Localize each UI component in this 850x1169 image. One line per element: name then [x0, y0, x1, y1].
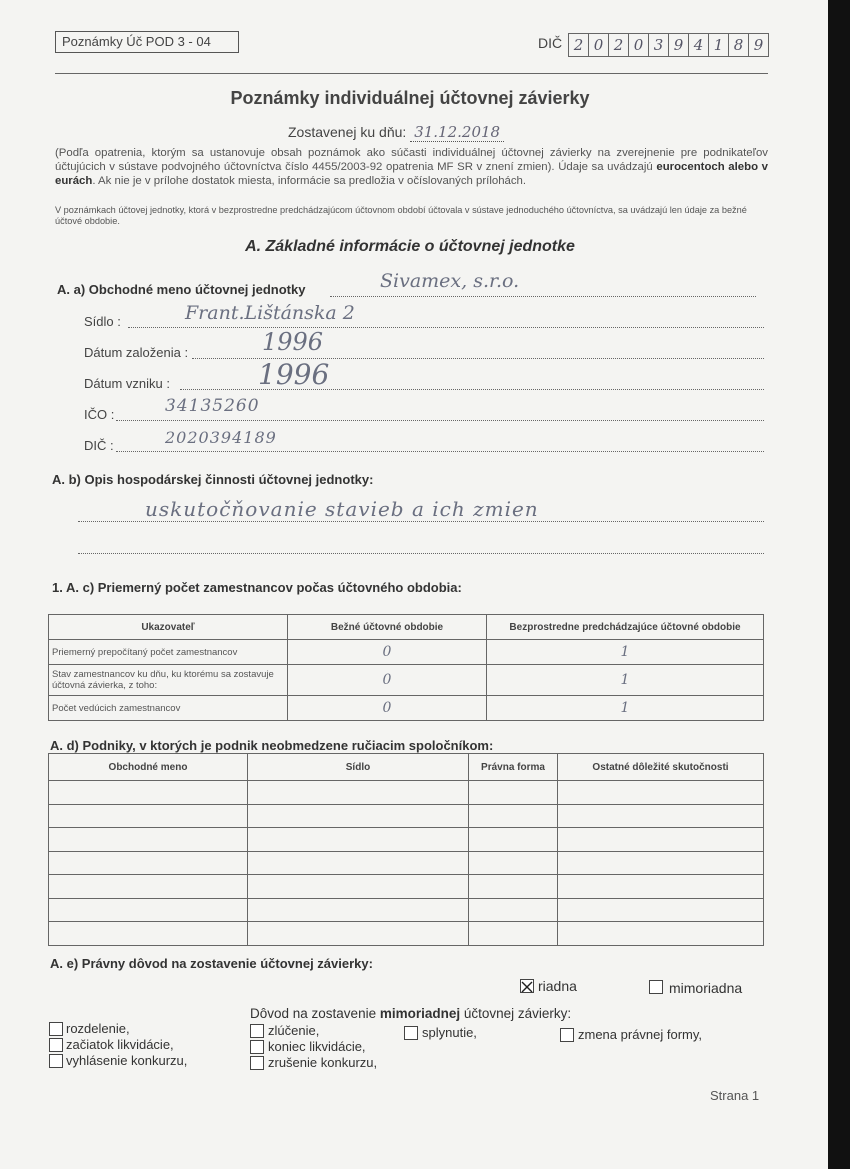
dic-digit: 3: [649, 34, 669, 56]
ac-label: 1. A. c) Priemerný počet zamestnancov počas účtovného obdobia:: [52, 580, 462, 595]
col-legal-form: Právna forma: [469, 754, 558, 781]
dic-digit: 8: [729, 34, 749, 56]
table-row[interactable]: [49, 898, 764, 922]
dic-label: DIČ :: [84, 438, 114, 453]
check-cross-icon: [521, 981, 533, 993]
ab-dotline-2: [78, 553, 764, 554]
aa-dotline: [330, 296, 756, 297]
sidlo-value[interactable]: Frant.Lištánska 2: [185, 302, 355, 324]
rozdelenie-checkbox[interactable]: [49, 1022, 63, 1036]
page-number: Strana 1: [710, 1088, 760, 1103]
dic-digit: 0: [629, 34, 649, 56]
row-previous[interactable]: 1: [487, 640, 764, 665]
ico-value[interactable]: 34135260: [165, 396, 260, 416]
col-seat: Sídlo: [248, 754, 469, 781]
dic-digit: 4: [689, 34, 709, 56]
col-indicator: Ukazovateľ: [49, 615, 288, 640]
employees-table: [48, 614, 764, 721]
intro-part-2: . Ak nie je v prílohe dostatok miesta, informácie sa predložia v očíslovaných prílohách.: [92, 175, 527, 187]
compiled-date: [288, 123, 504, 141]
zalozenia-label: Dátum založenia :: [84, 345, 189, 360]
dic-digit: 9: [669, 34, 689, 56]
zaciatok-checkbox[interactable]: [49, 1038, 63, 1052]
compiled-label: Zostavenej ku dňu:: [288, 124, 407, 140]
col-other-facts: Ostatné dôležité skutočnosti: [558, 754, 764, 781]
ab-label: A. b) Opis hospodárskej činnosti účtovnej jednotky:: [52, 472, 374, 487]
row-current[interactable]: 0: [288, 665, 487, 696]
reason-bold: mimoriadnej: [379, 1006, 461, 1021]
ico-label: IČO :: [84, 407, 115, 422]
koniec-checkbox[interactable]: [250, 1040, 264, 1054]
mimoriadna-checkbox[interactable]: [649, 980, 663, 994]
section-a-title: A. Základné informácie o účtovnej jednotke: [245, 238, 575, 255]
zrusenie-label: zrušenie konkurzu,: [268, 1055, 378, 1070]
intro-emphasis: eurocentoch alebo v eurách: [55, 161, 768, 187]
header-divider: [55, 73, 768, 74]
sidlo-label: Sídlo :: [84, 314, 121, 329]
col-previous: Bezprostredne predchádzajúce účtovné obdobie: [487, 615, 764, 640]
vyhlasenie-checkbox[interactable]: [49, 1054, 63, 1068]
form-code: Poznámky Úč POD 3 - 04: [55, 31, 239, 53]
header-dic-cells: [568, 33, 769, 57]
header-dic-label: DIČ: [538, 35, 563, 51]
aa-label: A. a) Obchodné meno účtovnej jednotky: [57, 282, 306, 297]
companies-table: [48, 753, 764, 946]
col-current: Bežné účtovné obdobie: [288, 615, 487, 640]
ico-dotline: [116, 420, 764, 421]
row-current[interactable]: 0: [288, 696, 487, 721]
reason-heading: [250, 1006, 571, 1021]
row-current[interactable]: 0: [288, 640, 487, 665]
col-name: Obchodné meno: [49, 754, 248, 781]
table-row[interactable]: [49, 828, 764, 852]
intro-note: V poznámkach účtovej jednotky, ktorá v bezprostredne predchádzajúcom účtovnom období účtovala v sústave jednoduchého účtovníctva, sa uvádzajú len údaje za bežné účtové obdobie.: [55, 205, 747, 226]
zrusenie-checkbox[interactable]: [250, 1056, 264, 1070]
vyhlasenie-label: vyhlásenie konkurzu,: [66, 1053, 188, 1068]
sidlo-dotline: [128, 327, 764, 328]
ab-value[interactable]: uskutočňovanie stavieb a ich zmien: [145, 497, 539, 521]
intro-text: [55, 146, 768, 188]
vzniku-value[interactable]: 1996: [258, 358, 330, 391]
dic-digit: 2: [569, 34, 589, 56]
page-title: Poznámky individuálnej účtovnej závierky: [230, 88, 590, 108]
row-label: Priemerný prepočítaný počet zamestnancov: [49, 640, 288, 665]
splynutie-label: splynutie,: [422, 1025, 477, 1040]
row-previous[interactable]: 1: [487, 696, 764, 721]
table-row[interactable]: [49, 781, 764, 805]
reason-suffix: účtovnej závierky:: [460, 1006, 572, 1021]
dic-value[interactable]: 2020394189: [165, 428, 277, 447]
table-row: [49, 665, 764, 696]
dic-digit: 2: [609, 34, 629, 56]
zlucenie-label: zlúčenie,: [268, 1023, 320, 1038]
zmena-label: zmena právnej formy,: [578, 1027, 703, 1042]
riadna-checkbox[interactable]: [520, 979, 534, 993]
intro-part-1: (Podľa opatrenia, ktorým sa ustanovuje obsah poznámok ako súčasti individuálnej účtovnej závierky na zverejnenie pre podnikateľov účtujúcich v sústave podvojného účtovníctva číslo 4455/2003-92 opatrenia MF SR v znení zmien). Údaje sa uvádzajú: [55, 147, 768, 173]
row-label: Stav zamestnancov ku dňu, ku ktorému sa zostavuje účtovná závierka, z toho:: [49, 665, 288, 696]
dic-digit: 0: [589, 34, 609, 56]
koniec-label: koniec likvidácie,: [268, 1039, 366, 1054]
row-label: Počet vedúcich zamestnancov: [49, 696, 288, 721]
rozdelenie-label: rozdelenie,: [66, 1021, 130, 1036]
riadna-label: riadna: [538, 978, 577, 994]
dic-digit: 9: [753, 36, 764, 54]
zalozenia-value[interactable]: 1996: [262, 328, 324, 356]
table-row[interactable]: [49, 851, 764, 875]
splynutie-checkbox[interactable]: [404, 1026, 418, 1040]
zlucenie-checkbox[interactable]: [250, 1024, 264, 1038]
aa-name-value[interactable]: Sivamex, s.r.o.: [380, 270, 520, 292]
table-row: [49, 696, 764, 721]
ae-label: A. e) Právny dôvod na zostavenie účtovnej závierky:: [50, 956, 373, 971]
dic-digit: 1: [709, 34, 729, 56]
reason-prefix: Dôvod na zostavenie: [250, 1006, 380, 1021]
table-row[interactable]: [49, 922, 764, 946]
table-row: [49, 640, 764, 665]
table-row[interactable]: [49, 875, 764, 899]
ab-dotline-1: [78, 521, 764, 522]
table-row[interactable]: [49, 804, 764, 828]
ad-label: A. d) Podniky, v ktorých je podnik neobmedzene ručiacim spoločníkom:: [50, 738, 494, 753]
zaciatok-label: začiatok likvidácie,: [66, 1037, 174, 1052]
dic-dotline: [116, 451, 764, 452]
row-previous[interactable]: 1: [487, 665, 764, 696]
vzniku-label: Dátum vzniku :: [84, 376, 170, 391]
mimoriadna-label: mimoriadna: [669, 980, 743, 996]
compiled-value[interactable]: 31.12.2018: [410, 123, 504, 142]
zmena-checkbox[interactable]: [560, 1028, 574, 1042]
scan-edge: [828, 0, 850, 1169]
